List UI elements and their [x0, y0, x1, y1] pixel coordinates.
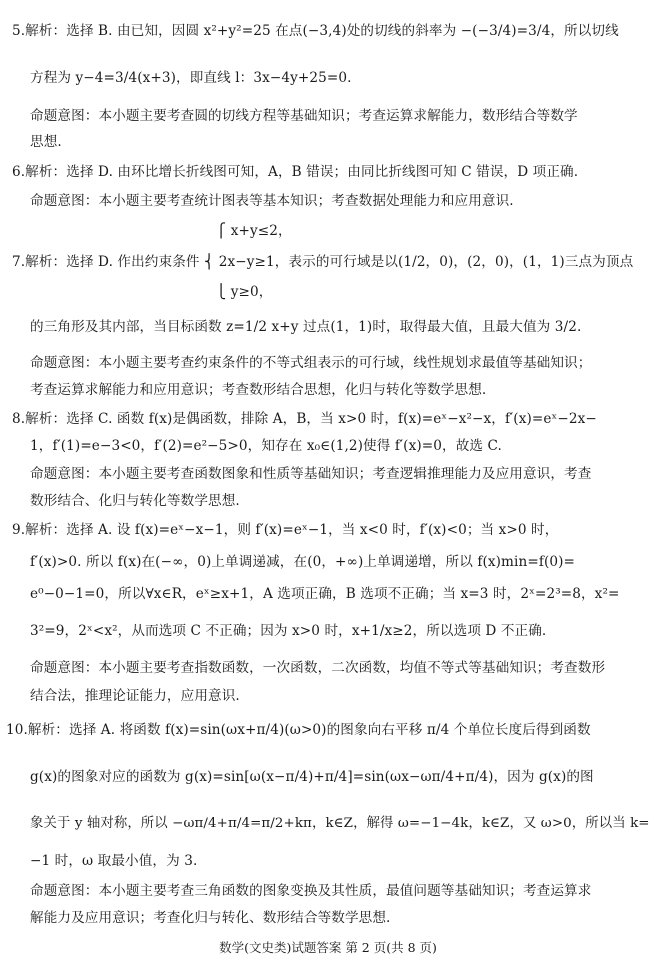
item-9-line-3: e⁰−0−1=0，所以∀x∈R，eˣ≥x+1，A 选项正确，B 选项不正确；当 x=3 时，2ˣ=2³=8，x²= — [30, 586, 620, 602]
item-10-line-6: 解能力及应用意识；考查化归与转化、数形结合等数学思想. — [30, 910, 391, 926]
item-8-line-4: 数形结合、化归与转化等数学思想. — [30, 493, 240, 509]
item-7-line-1: 7.解析：选择 D. 作出约束条件 ⎨ 2x−y≥1，表示的可行域是以(1/2，0)，(2，0)，(1，1)三点为顶点 — [12, 254, 634, 270]
item-7-line-2: 的三角形及其内部，当目标函数 z=1/2 x+y 过点(1，1)时，取得最大值，且最大值为 3/2. — [30, 319, 582, 335]
item-10-line-1: 10.解析：选择 A. 将函数 f(x)=sin(ωx+π/4)(ω>0)的图象向右平移 π/4 个单位长度后得到函数 — [6, 722, 591, 738]
item-5-line-3: 命题意图：本小题主要考查圆的切线方程等基础知识；考查运算求解能力，数形结合等数学 — [30, 108, 578, 124]
item-10-line-4: −1 时，ω 取最小值，为 3. — [30, 853, 198, 869]
item-5-line-4: 思想. — [30, 134, 62, 150]
item-8-line-3: 命题意图：本小题主要考查函数图象和性质等基础知识；考查逻辑推理能力及应用意识，考查 — [30, 466, 592, 482]
item-9-line-6: 结合法，推理论证能力，应用意识. — [30, 688, 240, 704]
item-10-line-3: 象关于 y 轴对称，所以 −ωπ/4+π/4=π/2+kπ，k∈Z，解得 ω=−1−4k，k∈Z，又 ω>0，所以当 k= — [30, 816, 650, 831]
item-5-line-2: 方程为 y−4=3/4(x+3)，即直线 l：3x−4y+25=0. — [30, 70, 352, 86]
item-6-line-1: 6.解析：选择 D. 由环比增长折线图可知，A，B 错误；由同比折线图可知 C 错误，D 项正确. — [12, 164, 579, 180]
item-7-line-3: 命题意图：本小题主要考查约束条件的不等式组表示的可行域，线性规划求最值等基础知识； — [30, 355, 592, 371]
item-9-line-5: 命题意图：本小题主要考查指数函数，一次函数，二次函数，均值不等式等基础知识；考查数形 — [30, 660, 606, 676]
item-9-line-2: f′(x)>0. 所以 f(x)在(−∞，0)上单调递减，在(0，+∞)上单调递增，所以 f(x)min=f(0)= — [30, 554, 575, 570]
item-7-constraint-1: ⎧ x+y≤2， — [216, 223, 292, 239]
item-9-line-4: 3²=9，2ˣ<x²，从而选项 C 不正确；因为 x>0 时，x+1/x≥2，所以选项 D 不正确. — [30, 623, 547, 639]
item-7-constraint-3: ⎩ y≥0， — [216, 284, 273, 300]
item-5-line-1: 5.解析：选择 B. 由已知，因圆 x²+y²=25 在点(−3,4)处的切线的斜率为 −(−3/4)=3/4，所以切线 — [12, 23, 619, 39]
item-10-line-2: g(x)的图象对应的函数为 g(x)=sin[ω(x−π/4)+π/4]=sin(ωx−ωπ/4+π/4)，因为 g(x)的图 — [30, 769, 594, 785]
item-8-line-2: 1，f′(1)=e−3<0，f′(2)=e²−5>0，知存在 x₀∈(1,2)使得 f′(x)=0，故选 C. — [30, 438, 502, 454]
item-8-line-1: 8.解析：选择 C. 函数 f(x)是偶函数，排除 A，B，当 x>0 时，f(x)=eˣ−x²−x，f′(x)=eˣ−2x− — [12, 411, 597, 427]
item-10-line-5: 命题意图：本小题主要考查三角函数的图象变换及其性质，最值问题等基础知识；考查运算求 — [30, 883, 592, 899]
page-footer: 数学(文史类)试题答案 第 2 页(共 8 页) — [219, 940, 437, 955]
item-7-line-4: 考查运算求解能力和应用意识；考查数形结合思想，化归与转化等数学思想. — [30, 382, 487, 398]
item-6-line-2: 命题意图：本小题主要考查统计图表等基本知识；考查数据处理能力和应用意识. — [30, 193, 514, 209]
item-9-line-1: 9.解析：选择 A. 设 f(x)=eˣ−x−1，则 f′(x)=eˣ−1，当 x<0 时，f′(x)<0；当 x>0 时， — [12, 522, 559, 538]
